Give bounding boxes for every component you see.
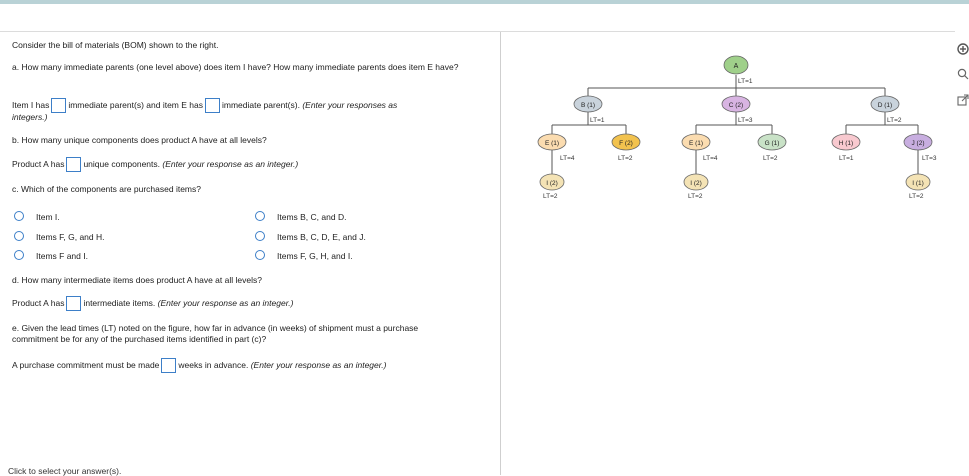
node-i-under-e2-lt: LT=2 [688, 193, 703, 200]
node-i-under-j-lt: LT=2 [909, 193, 924, 200]
node-e-under-b-lt: LT=4 [560, 155, 575, 162]
tree-connectors [552, 75, 918, 176]
node-e-under-c-label: E (1) [688, 140, 704, 147]
node-c-label: C (2) [728, 102, 744, 109]
answer-d-row [12, 296, 492, 311]
answer-b-row [12, 157, 492, 172]
option-label-6[interactable]: Items F, G, H, and I. [277, 251, 353, 261]
option-radio-2[interactable] [14, 231, 24, 241]
node-b-label: B (1) [580, 102, 596, 109]
search-icon[interactable] [957, 68, 969, 80]
node-i-under-e2-label: I (2) [690, 180, 702, 187]
answer-e-pre: A purchase commitment must be made [12, 359, 160, 370]
node-d-lt: LT=2 [887, 117, 902, 124]
node-i-under-e1-lt: LT=2 [543, 193, 558, 200]
option-radio-1[interactable] [14, 211, 24, 221]
node-j-lt: LT=3 [922, 155, 937, 162]
answer-a-pre: Item I has [12, 99, 50, 110]
question-e-line2: commitment be for any of the purchased items identified in part (c)? [12, 334, 267, 344]
node-h-label: H (1) [838, 140, 854, 147]
node-d-label: D (1) [877, 102, 893, 109]
answer-a-mid: immediate parent(s) and item E has [68, 99, 203, 110]
option-radio-3[interactable] [14, 250, 24, 260]
external-link-icon[interactable] [957, 94, 969, 106]
item-e-parents-input[interactable] [205, 98, 220, 113]
option-label-5[interactable]: Items B, C, D, E, and J. [277, 232, 366, 242]
option-radio-5[interactable] [255, 231, 265, 241]
node-i-under-j-label: I (1) [912, 180, 924, 187]
answer-d-post: intermediate items. [83, 297, 156, 308]
answer-e-row [12, 358, 492, 373]
question-a: a. How many immediate parents (one level above) does item I have? How many immediate parents does item E have? [12, 62, 459, 72]
answer-d-hint: (Enter your response as an integer.) [157, 297, 294, 308]
question-c: c. Which of the components are purchased items? [12, 184, 201, 194]
question-e-line1: e. Given the lead times (LT) noted on the figure, how far in advance (in weeks) of shipment must a purchase [12, 323, 419, 333]
node-i-under-e1-label: I (2) [546, 180, 558, 187]
node-a-lt: LT=1 [738, 78, 753, 85]
node-e-under-c-lt: LT=4 [703, 155, 718, 162]
node-f-label: F (2) [619, 140, 633, 147]
node-a-label: A [733, 63, 739, 70]
answer-e-hint: (Enter your response as an integer.) [250, 359, 387, 370]
answer-a-post: immediate parent(s). [221, 99, 300, 110]
bom-tree-diagram [520, 50, 950, 210]
node-h-lt: LT=1 [839, 155, 854, 162]
answer-a-row [12, 98, 492, 113]
node-c-lt: LT=3 [738, 117, 753, 124]
answer-d-pre: Product A has [12, 297, 65, 308]
node-b-lt: LT=1 [590, 117, 605, 124]
answer-e-post: weeks in advance. [178, 359, 249, 370]
option-label-4[interactable]: Items B, C, and D. [277, 212, 347, 222]
item-i-parents-input[interactable] [51, 98, 66, 113]
option-label-3[interactable]: Items F and I. [36, 251, 88, 261]
node-g-lt: LT=2 [763, 155, 778, 162]
option-label-2[interactable]: Items F, G, and H. [36, 232, 105, 242]
weeks-advance-input[interactable] [161, 358, 176, 373]
intermediate-items-input[interactable] [66, 296, 81, 311]
answer-a-hint-line2: integers.) [12, 112, 48, 122]
footer-instruction: Click to select your answer(s). [8, 466, 122, 476]
node-e-under-b-label: E (1) [544, 140, 560, 147]
answer-b-hint: (Enter your response as an integer.) [162, 158, 299, 169]
unique-components-input[interactable] [66, 157, 81, 172]
node-j-label: J (2) [911, 140, 925, 147]
option-radio-4[interactable] [255, 211, 265, 221]
option-radio-6[interactable] [255, 250, 265, 260]
answer-b-post: unique components. [83, 158, 161, 169]
option-label-1[interactable]: Item I. [36, 212, 60, 222]
question-b: b. How many unique components does product A have at all levels? [12, 135, 267, 145]
panel-divider [500, 32, 501, 475]
question-d: d. How many intermediate items does product A have at all levels? [12, 275, 262, 285]
answer-b-pre: Product A has [12, 158, 65, 169]
zoom-in-icon[interactable] [957, 43, 969, 55]
node-g-label: G (1) [764, 140, 780, 147]
answer-a-hint: (Enter your responses as [302, 99, 398, 110]
header-divider [0, 31, 955, 32]
node-f-lt: LT=2 [618, 155, 633, 162]
top-accent-bar [0, 0, 969, 4]
intro-text: Consider the bill of materials (BOM) shown to the right. [12, 40, 219, 50]
